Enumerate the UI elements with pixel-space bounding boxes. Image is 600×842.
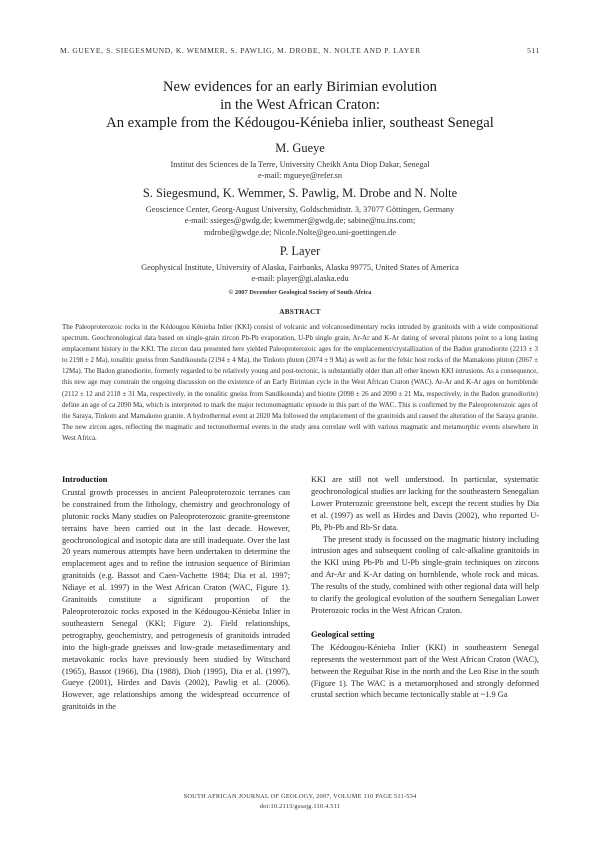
title-line-3: An example from the Kédougou-Kénieba inlier, southeast Senegal xyxy=(106,115,494,131)
email-line: e-mail: ssieges@gwdg.de; kwemmer@gwdg.de; sabine@nu.ins.com; xyxy=(184,216,416,226)
author-name: S. Siegesmund, K. Wemmer, S. Pawlig, M. Drobe and N. Nolte xyxy=(142,186,458,200)
right-column xyxy=(311,474,539,701)
page-number: 511 xyxy=(527,46,540,55)
author-group-2 xyxy=(40,186,560,238)
abstract-heading: ABSTRACT xyxy=(279,308,321,316)
affiliation-line: Geophysical Institute, University of Alaska, Fairbanks, Alaska 99775, United States of America xyxy=(141,263,459,272)
email-line: e-mail: player@gi.alaska.edu xyxy=(251,274,349,284)
intro-paragraph-1-continued: KKI are still not well understood. In particular, systematic geochronological studies are lacking for the southeastern Senegalian Lower Proterozoic greenstone belt, except the recent studies by Dia et al. (1997) as well as Hirdes and Davis (2002), who reported U-Pb, Pb-Pb and Rb-Sr data. xyxy=(311,475,539,532)
title-line-1: New evidences for an early Birimian evolution xyxy=(163,79,437,95)
email-line: e-mail: mgueye@refer.sn xyxy=(257,171,343,181)
geo-setting-paragraph-1: The Kédougou-Kénieba Inlier (KKI) in southeastern Senegal represents the westernmost part of the West African Craton (WAC), between the Reguibat Rise in the north and the Leo Rise in the south (Figure 1). The WAC is a metamorphosed and strongly deformed crustal section which became tectonically stable at ~1.9 Ga xyxy=(311,642,539,700)
intro-paragraph-1: Crustal growth processes in ancient Paleoproterozoic terranes can be constrained from the lithology, chemistry and geochronology of plutonic rocks Many studies on Paleoproterozoic granite-greenstone terrains have been carried out in the last decade. However, geochronological and isotopic data are still inadequate. Over the last 20 years numerous attempts have been undertaken to determine the emplacement ages and to refine the intrusion sequence of Birimian granitoids (e.g. Bassot and Caen-Vachette 1984; Dia et al. 1997; Ndiaye et al. 1997) in the West African Craton (WAC, Figure 1). Granitoids constitute a significant proportion of the Paleoproterozoic rocks exposed in the Kédougou-Kénieba Inlier in southeastern Senegal (KKI; Figure 2). Field relationships, petrography, geochemistry, and petrogenesis of granitoids intruded into the high-grade gneisses and low-grade metasedimentary and metavokanic rocks have previously been studied by Witschard (1965), Bassot (1966), Dia (1988), Dioh (1995), Dia et al. (1997), Gueye (2001), Hirdes and Davis (2002), Pawlig et al. (2006). However, age relationships among the widespread occurrence of granitoids in the xyxy=(62,487,290,712)
copyright-notice: © 2007 December Geological Society of South Africa xyxy=(228,289,372,296)
title-line-2: in the West African Craton: xyxy=(220,97,380,113)
intro-paragraph-2: The present study is focussed on the magmatic history including intrusion ages and subsequent cooling of calc-alkaline granitoids in the KKI using Pb-Pb and U-Pb single-grain techniques on zircons and Ar-Ar and K-Ar dating on hornblende, whole rock and micas. The results of the study, combined with other regional data will help to clarify the geological evolution of the southern Senegalian Lower Proterozoic rocks in the West African Craton. xyxy=(311,534,539,615)
affiliation-line: Geoscience Center, Georg-August University, Goldschmidtstr. 3, 37077 Göttingen, Germany xyxy=(145,205,455,214)
section-heading-introduction: Introduction xyxy=(62,475,108,484)
section-heading-geological-setting: Geological setting xyxy=(311,629,375,639)
page-footer xyxy=(40,792,560,812)
left-column xyxy=(62,474,290,713)
journal-citation: SOUTH AFRICAN JOURNAL OF GEOLOGY, 2007, VOLUME 110 PAGE 511-534 xyxy=(183,793,417,800)
affiliation-line: Institut des Sciences de la Terre, University Cheikh Anta Diop Dakar, Senegal xyxy=(170,160,430,169)
running-header-authors: M. GUEYE, S. SIEGESMUND, K. WEMMER, S. PAWLIG, M. DROBE, N. NOLTE AND P. LAYER xyxy=(60,46,421,55)
article-title xyxy=(40,78,560,132)
email-line: mdrobe@gwdge.de; Nicole.Nolte@geo.uni-goettingen.de xyxy=(204,227,396,237)
author-group-1 xyxy=(40,141,560,182)
author-group-3 xyxy=(40,244,560,285)
author-name: M. Gueye xyxy=(275,141,325,155)
abstract-text: The Paleoproterozoic rocks in the Kédougou Kénieba Inlier (KKI) consist of volcanic and volcanosedimentary rocks intruded by granitoids with a wide compositional spectrum. Geochronological data based on single-grain zircon Pb-Pb evaporation, U-Pb single grain, Ar-Ar and K-Ar dating of several plutons point to a long lasting emplacement history in the KKI. The zircon data presented here yielded Paleoproterozoic ages for the emplacement/crystallization of the Badon granodiorite (2213 ± 3 to 2198 ± 2 Ma), tonalitic gneiss from Sandikounda (2194 ± 4 Ma), the Tinkoto pluton (2074 ± 9 Ma) as well as for the felsic host rocks of the Mamakono pluton (2067 ± 12Ma). The Badon granodiorite, formerly regarded to be relatively young and post-tectonic, is substantially older than all other known KKI intrusions. As a consequence, this new age may constrain the ongoing discussion on the existence of an Early Birimian cycle in the West African Craton (WAC). Ar-Ar and K-Ar ages on hornblende (2112 ± 12 and 2118 ± 31 Ma, respectively, in the tonalitic gneiss from Sandikounda) and biotite (2098 ± 26 and 2090 ± 21 Ma, respectively, in the Badon granodiorite) define an age of ca 2090 Ma, which is interpreted to mark the major tectonomagmatic episode in this part of the WAC. This is confirmed by the Paleoproterozoic ages of the Saraya, Tinkoto and Mamakono granite. A hydrothermal event at 2020 Ma followed the emplacement of the granitoids and caused the alteration of the Saraya granite. The new zircon ages, reflecting the magmatic and tectonothermal events in the study area correlate well with various magmatic and metamorphic events elsewhere in West Africa. xyxy=(62,323,538,442)
running-header xyxy=(60,46,540,55)
author-name: P. Layer xyxy=(279,244,321,258)
doi: doi:10.2113/gssajg.110.4.511 xyxy=(259,803,341,810)
